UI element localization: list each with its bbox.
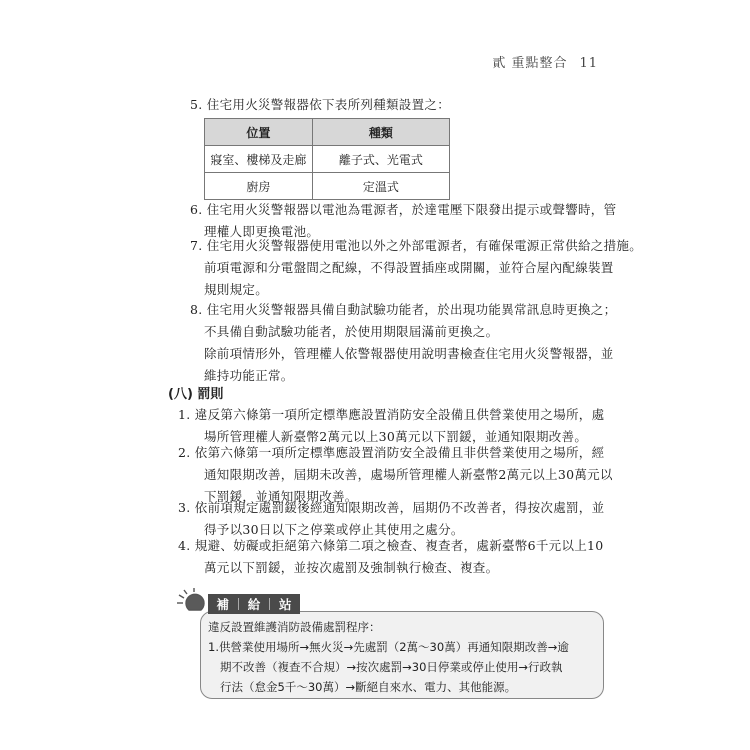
supplement-line: 期不改善（複查不合規）→按次處罰→30日停業或停止使用→行政執 bbox=[220, 660, 563, 674]
supplement-content bbox=[208, 617, 569, 697]
supplement-line: 行法（怠金5千～30萬）→斷絕自來水、電力、其他能源。 bbox=[220, 680, 517, 694]
supplement-tag-char: 補 bbox=[216, 597, 229, 612]
divider bbox=[269, 598, 270, 610]
divider bbox=[238, 598, 239, 610]
alarm-type-table bbox=[204, 118, 450, 200]
item-7-line: 前項電源和分電盤間之配線，不得設置插座或開關，並符合屋內配線裝置 bbox=[204, 260, 614, 275]
supplement-tag-char: 站 bbox=[279, 597, 292, 612]
item-7 bbox=[190, 235, 642, 301]
table-cell: 寢室、樓梯及走廊 bbox=[205, 146, 313, 173]
item-8 bbox=[190, 299, 616, 387]
lightbulb-icon bbox=[172, 588, 208, 614]
penalty-item-4 bbox=[178, 535, 604, 579]
penalty-line: 場所管理權人新臺幣2萬元以上30萬元以下罰鍰，並通知限期改善。 bbox=[204, 429, 588, 444]
item-8-line: 不具備自動試驗功能者，於使用期限屆滿前更換之。 bbox=[204, 324, 499, 339]
penalty-section-title: (八) 罰則 bbox=[168, 387, 224, 402]
item-7-line: 規則規定。 bbox=[204, 282, 269, 297]
item-8-line: 除前項情形外，管理權人依警報器使用說明書檢查住宅用火災警報器，並 bbox=[204, 346, 614, 361]
penalty-line: 2. 依第六條第一項所定標準應設置消防安全設備且非供營業使用之場所，經 bbox=[178, 445, 605, 460]
page-number: 11 bbox=[579, 56, 598, 71]
supplement-line: 違反設置維護消防設備處罰程序： bbox=[208, 620, 381, 634]
penalty-line: 下罰鍰，並通知限期改善。 bbox=[204, 489, 358, 504]
table-cell: 離子式、光電式 bbox=[312, 146, 449, 173]
penalty-line: 得予以30日以下之停業或停止其使用之處分。 bbox=[204, 522, 464, 537]
penalty-line: 4. 規避、妨礙或拒絕第六條第二項之檢查、複查者，處新臺幣6千元以上10 bbox=[178, 538, 604, 553]
item-8-line: 8. 住宅用火災警報器具備自動試驗功能者，於出現功能異常訊息時更換之； bbox=[190, 302, 617, 317]
penalty-line: 1. 違反第六條第一項所定標準應設置消防安全設備且供營業使用之場所，處 bbox=[178, 407, 605, 422]
table-cell: 定溫式 bbox=[312, 173, 449, 200]
supplement-line: 1.供營業使用場所→無火災→先處罰（2萬～30萬）再通知限期改善→逾 bbox=[208, 640, 569, 654]
table-header-cell: 種類 bbox=[312, 119, 449, 146]
item-6-line: 理權人即更換電池。 bbox=[204, 224, 320, 239]
penalty-line: 萬元以下罰鍰，並按次處罰及強制執行檢查、複查。 bbox=[204, 560, 499, 575]
item-8-line: 維持功能正常。 bbox=[204, 368, 294, 383]
item-6-line: 6. 住宅用火災警報器以電池為電源者，於達電壓下限發出提示或聲響時，管 bbox=[190, 202, 617, 217]
table-row bbox=[205, 146, 450, 173]
page-header bbox=[492, 52, 598, 71]
table-header-row bbox=[205, 119, 450, 146]
penalty-line: 3. 依前項規定處罰鍰後經通知限期改善，屆期仍不改善者，得按次處罰，並 bbox=[178, 500, 605, 515]
item-7-line: 7. 住宅用火災警報器使用電池以外之外部電源者，有確保電源正常供給之措施。 bbox=[190, 238, 643, 253]
chapter-title: 貳 重點整合 bbox=[492, 56, 568, 71]
table-header-cell: 位置 bbox=[205, 119, 313, 146]
table-cell: 廚房 bbox=[205, 173, 313, 200]
supplement-tag bbox=[208, 594, 300, 614]
item-5-text: 5. 住宅用火災警報器依下表所列種類設置之： bbox=[190, 97, 451, 112]
table-row bbox=[205, 173, 450, 200]
penalty-line: 通知限期改善，屆期未改善，處場所管理權人新臺幣2萬元以上30萬元以 bbox=[204, 467, 613, 482]
supplement-tag-char: 給 bbox=[247, 597, 261, 612]
